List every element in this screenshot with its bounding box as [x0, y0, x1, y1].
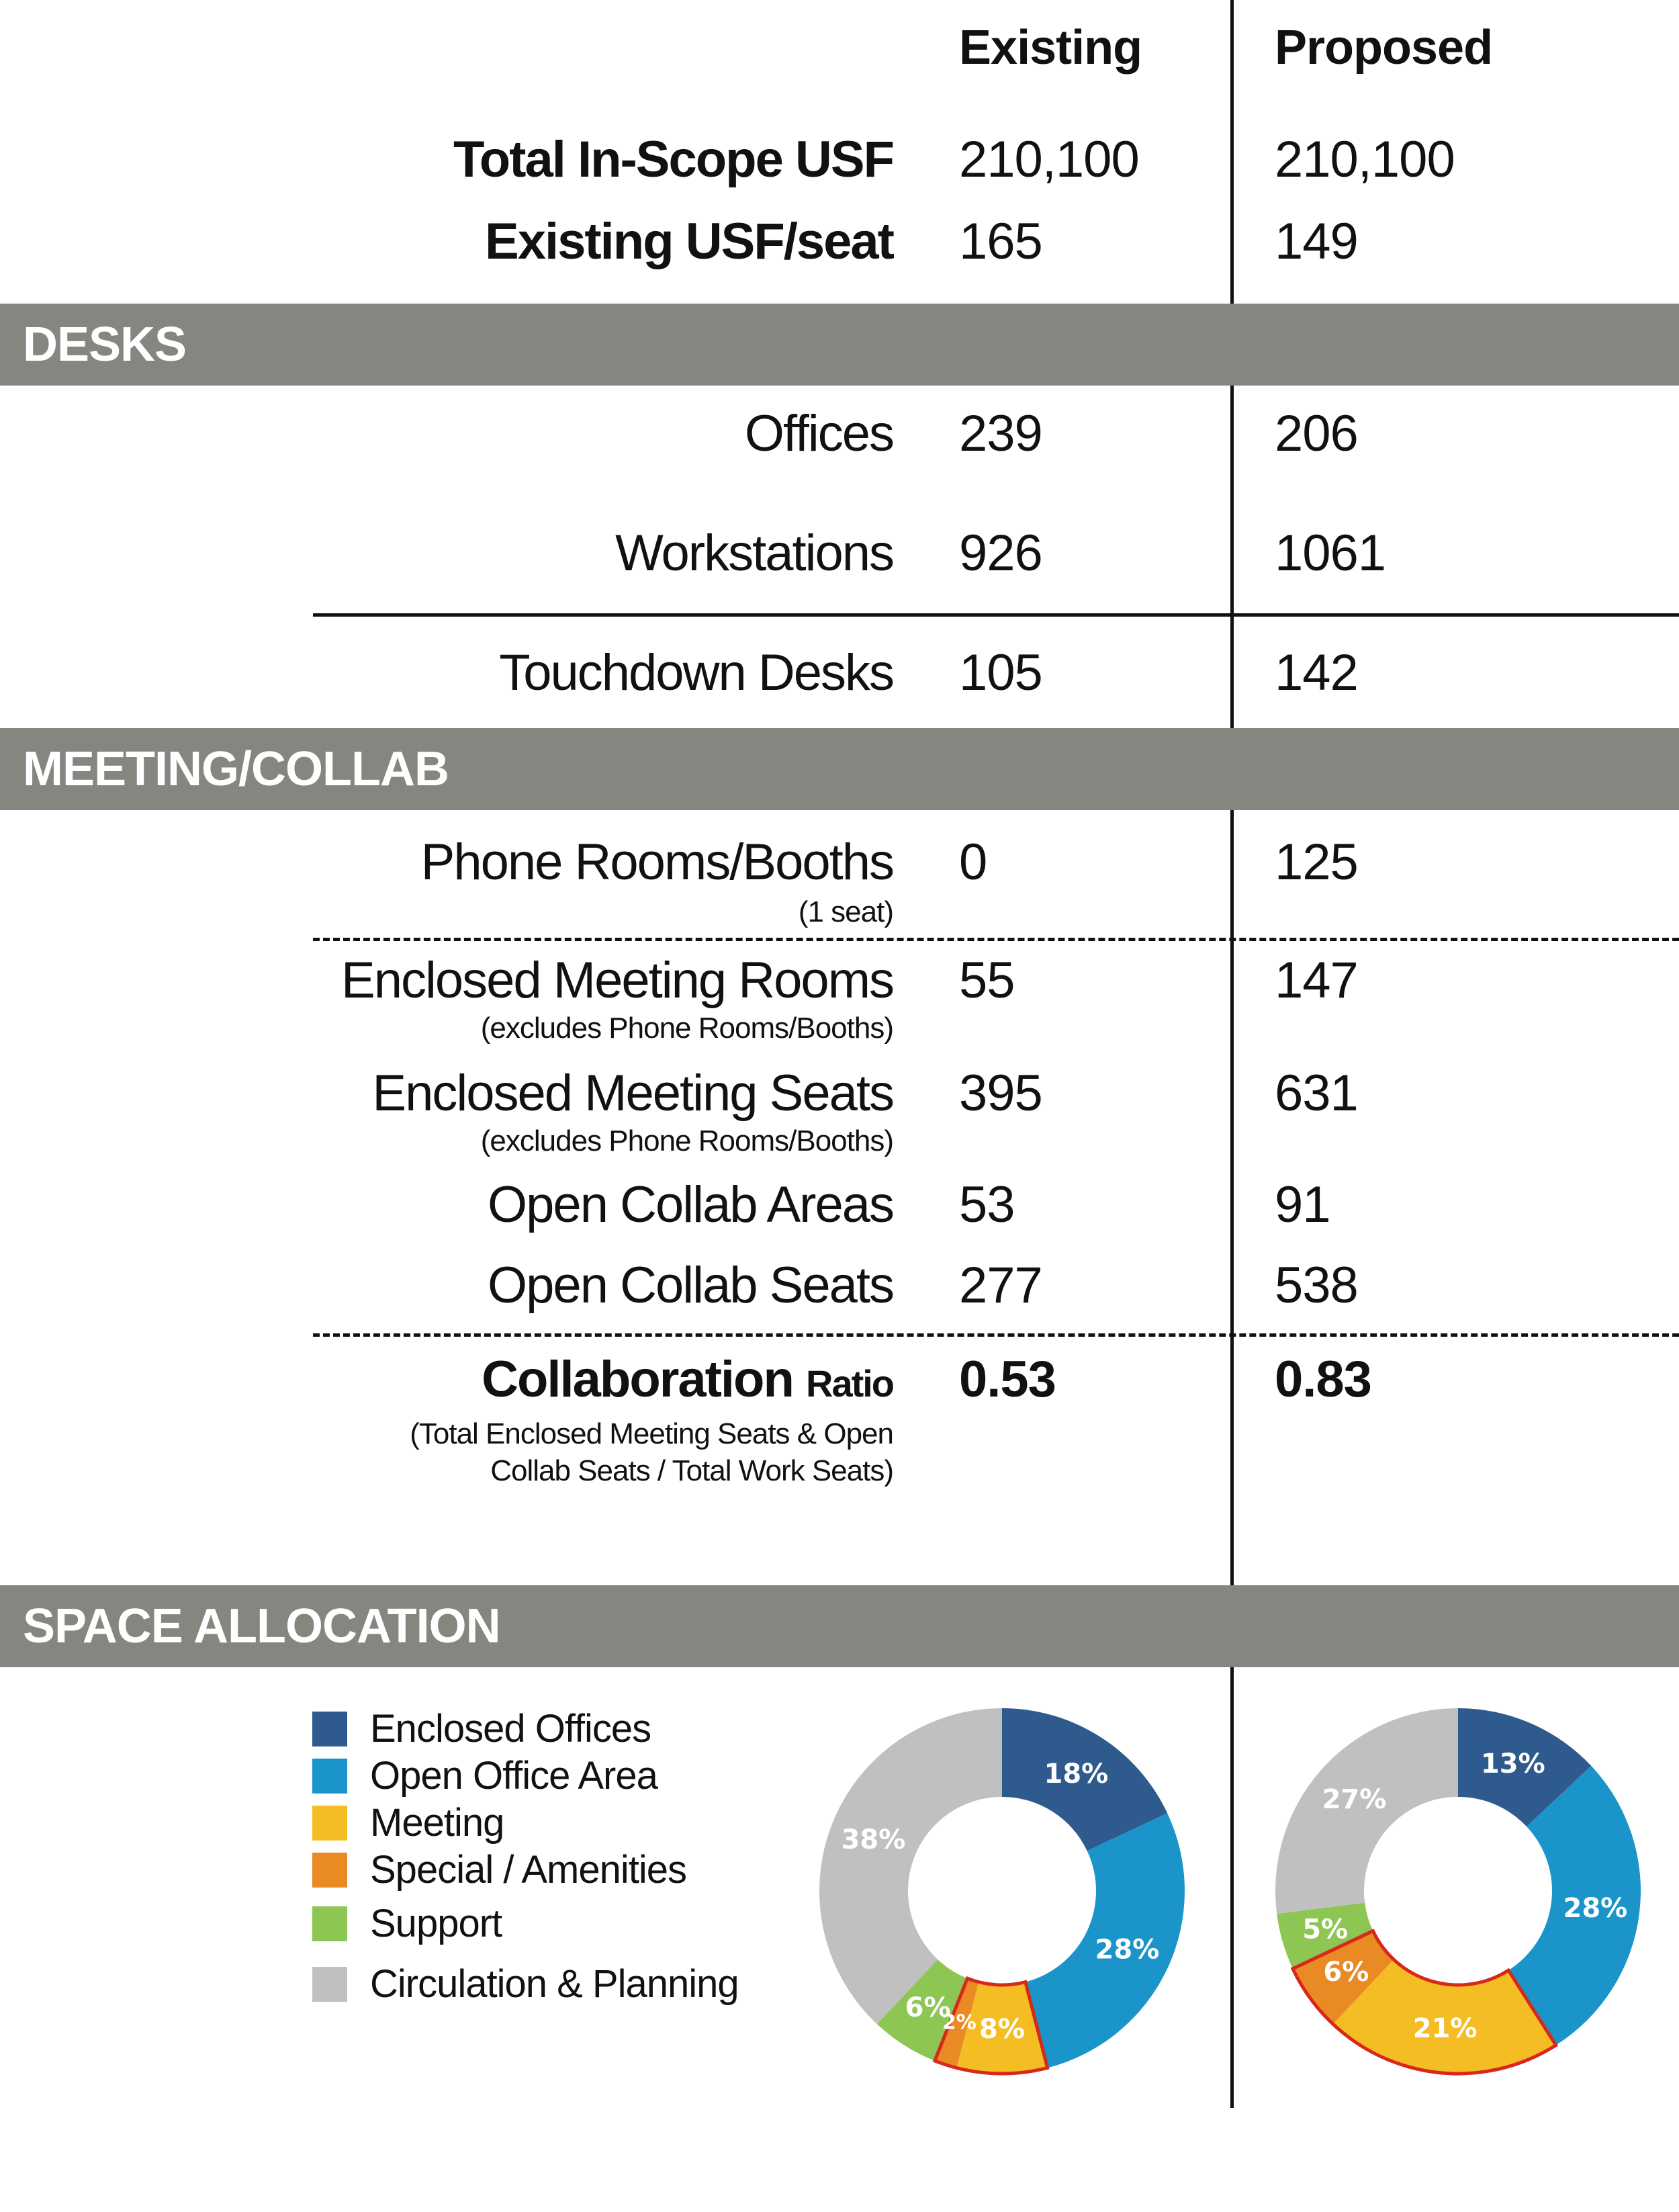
collab-ratio-existing: 0.53: [959, 1351, 1056, 1408]
row-divider: [313, 613, 1679, 617]
proposed-allocation-donut: [1270, 1703, 1646, 2079]
column-divider: [1230, 810, 1234, 1585]
existing-label-enclosed-offices: 18%: [1044, 1759, 1109, 1790]
desks-proposed-value: 142: [1275, 644, 1358, 701]
meeting-row-note: (excludes Phone Rooms/Booths): [480, 1012, 893, 1045]
existing-allocation-donut: [814, 1703, 1190, 2079]
legend-label: Meeting: [370, 1801, 504, 1845]
column-divider: [1230, 0, 1234, 304]
meeting-proposed-value: 631: [1275, 1065, 1358, 1122]
meeting-row-note: (1 seat): [798, 895, 893, 928]
meeting-existing-value: 395: [959, 1065, 1042, 1122]
meeting-proposed-value: 147: [1275, 952, 1358, 1009]
summary-label: Existing USF/seat: [485, 213, 893, 270]
proposed-label-meeting: 21%: [1412, 2013, 1478, 2045]
legend-label: Special / Amenities: [370, 1848, 687, 1892]
meeting-row-label: Enclosed Meeting Rooms: [341, 952, 893, 1009]
collab-ratio-proposed: 0.83: [1275, 1351, 1371, 1408]
summary-proposed-value: 210,100: [1275, 131, 1455, 188]
proposed-label-enclosed-offices: 13%: [1480, 1748, 1545, 1779]
dashed-divider: [313, 938, 1679, 941]
column-divider: [1230, 1667, 1234, 2108]
existing-label-circulation-planning: 38%: [841, 1824, 906, 1856]
legend-swatch: [312, 1806, 347, 1841]
dashed-divider: [313, 1333, 1679, 1337]
legend-swatch: [312, 1853, 347, 1888]
legend-swatch: [312, 1967, 347, 2002]
proposed-label-open-office-area: 28%: [1563, 1892, 1628, 1924]
existing-label-meeting: 8%: [979, 2014, 1025, 2045]
summary-proposed-value: 149: [1275, 213, 1358, 270]
desks-row-label: Touchdown Desks: [499, 644, 893, 701]
desks-existing-value: 105: [959, 644, 1042, 701]
meeting-row-label: Open Collab Areas: [488, 1176, 893, 1233]
existing-label-open-office-area: 28%: [1095, 1934, 1160, 1965]
meeting-proposed-value: 125: [1275, 834, 1358, 891]
desks-proposed-value: 206: [1275, 405, 1358, 462]
section-header-desks: DESKS: [0, 304, 1679, 386]
column-divider: [1230, 386, 1234, 728]
desks-row-label: Workstations: [615, 525, 893, 582]
legend-swatch: [312, 1906, 347, 1941]
existing-label-special-amenities: 2%: [942, 2010, 977, 2035]
legend-swatch: [312, 1759, 347, 1794]
collab-ratio-note-line2: Collab Seats / Total Work Seats): [490, 1454, 893, 1487]
collab-ratio-note-line1: (Total Enclosed Meeting Seats & Open: [410, 1417, 893, 1450]
legend-label: Circulation & Planning: [370, 1962, 739, 2006]
summary-existing-value: 210,100: [959, 131, 1139, 188]
collab-ratio-label-small: Ratio: [806, 1362, 893, 1405]
legend-label: Support: [370, 1902, 502, 1945]
desks-existing-value: 239: [959, 405, 1042, 462]
desks-existing-value: 926: [959, 525, 1042, 582]
meeting-proposed-value: 538: [1275, 1257, 1358, 1314]
meeting-proposed-value: 91: [1275, 1176, 1330, 1233]
meeting-row-note: (excludes Phone Rooms/Booths): [480, 1124, 893, 1157]
column-header-proposed: Proposed: [1275, 21, 1493, 75]
meeting-row-label: Open Collab Seats: [488, 1257, 893, 1314]
legend-label: Enclosed Offices: [370, 1707, 651, 1751]
meeting-existing-value: 55: [959, 952, 1015, 1009]
proposed-label-special-amenities: 6%: [1323, 1957, 1369, 1988]
legend-swatch: [312, 1712, 347, 1746]
meeting-existing-value: 277: [959, 1257, 1042, 1314]
proposed-label-support: 5%: [1302, 1914, 1349, 1945]
collab-ratio-label: [482, 1351, 893, 1408]
meeting-existing-value: 53: [959, 1176, 1015, 1233]
summary-label: Total In-Scope USF: [453, 131, 893, 188]
meeting-row-label: Enclosed Meeting Seats: [372, 1065, 893, 1122]
meeting-existing-value: 0: [959, 834, 987, 891]
summary-existing-value: 165: [959, 213, 1042, 270]
legend-label: Open Office Area: [370, 1754, 657, 1798]
column-header-existing: Existing: [959, 21, 1142, 75]
section-header-space-allocation: SPACE ALLOCATION: [0, 1585, 1679, 1667]
existing-label-support: 6%: [905, 1992, 951, 2023]
collab-ratio-label-main: Collaboration: [482, 1351, 793, 1408]
existing-slice-circulation-planning: [819, 1708, 1002, 2024]
section-header-meeting: MEETING/COLLAB: [0, 728, 1679, 810]
desks-row-label: Offices: [744, 405, 893, 462]
meeting-row-label: Phone Rooms/Booths: [420, 834, 893, 891]
desks-proposed-value: 1061: [1275, 525, 1386, 582]
proposed-label-circulation-planning: 27%: [1322, 1783, 1387, 1815]
